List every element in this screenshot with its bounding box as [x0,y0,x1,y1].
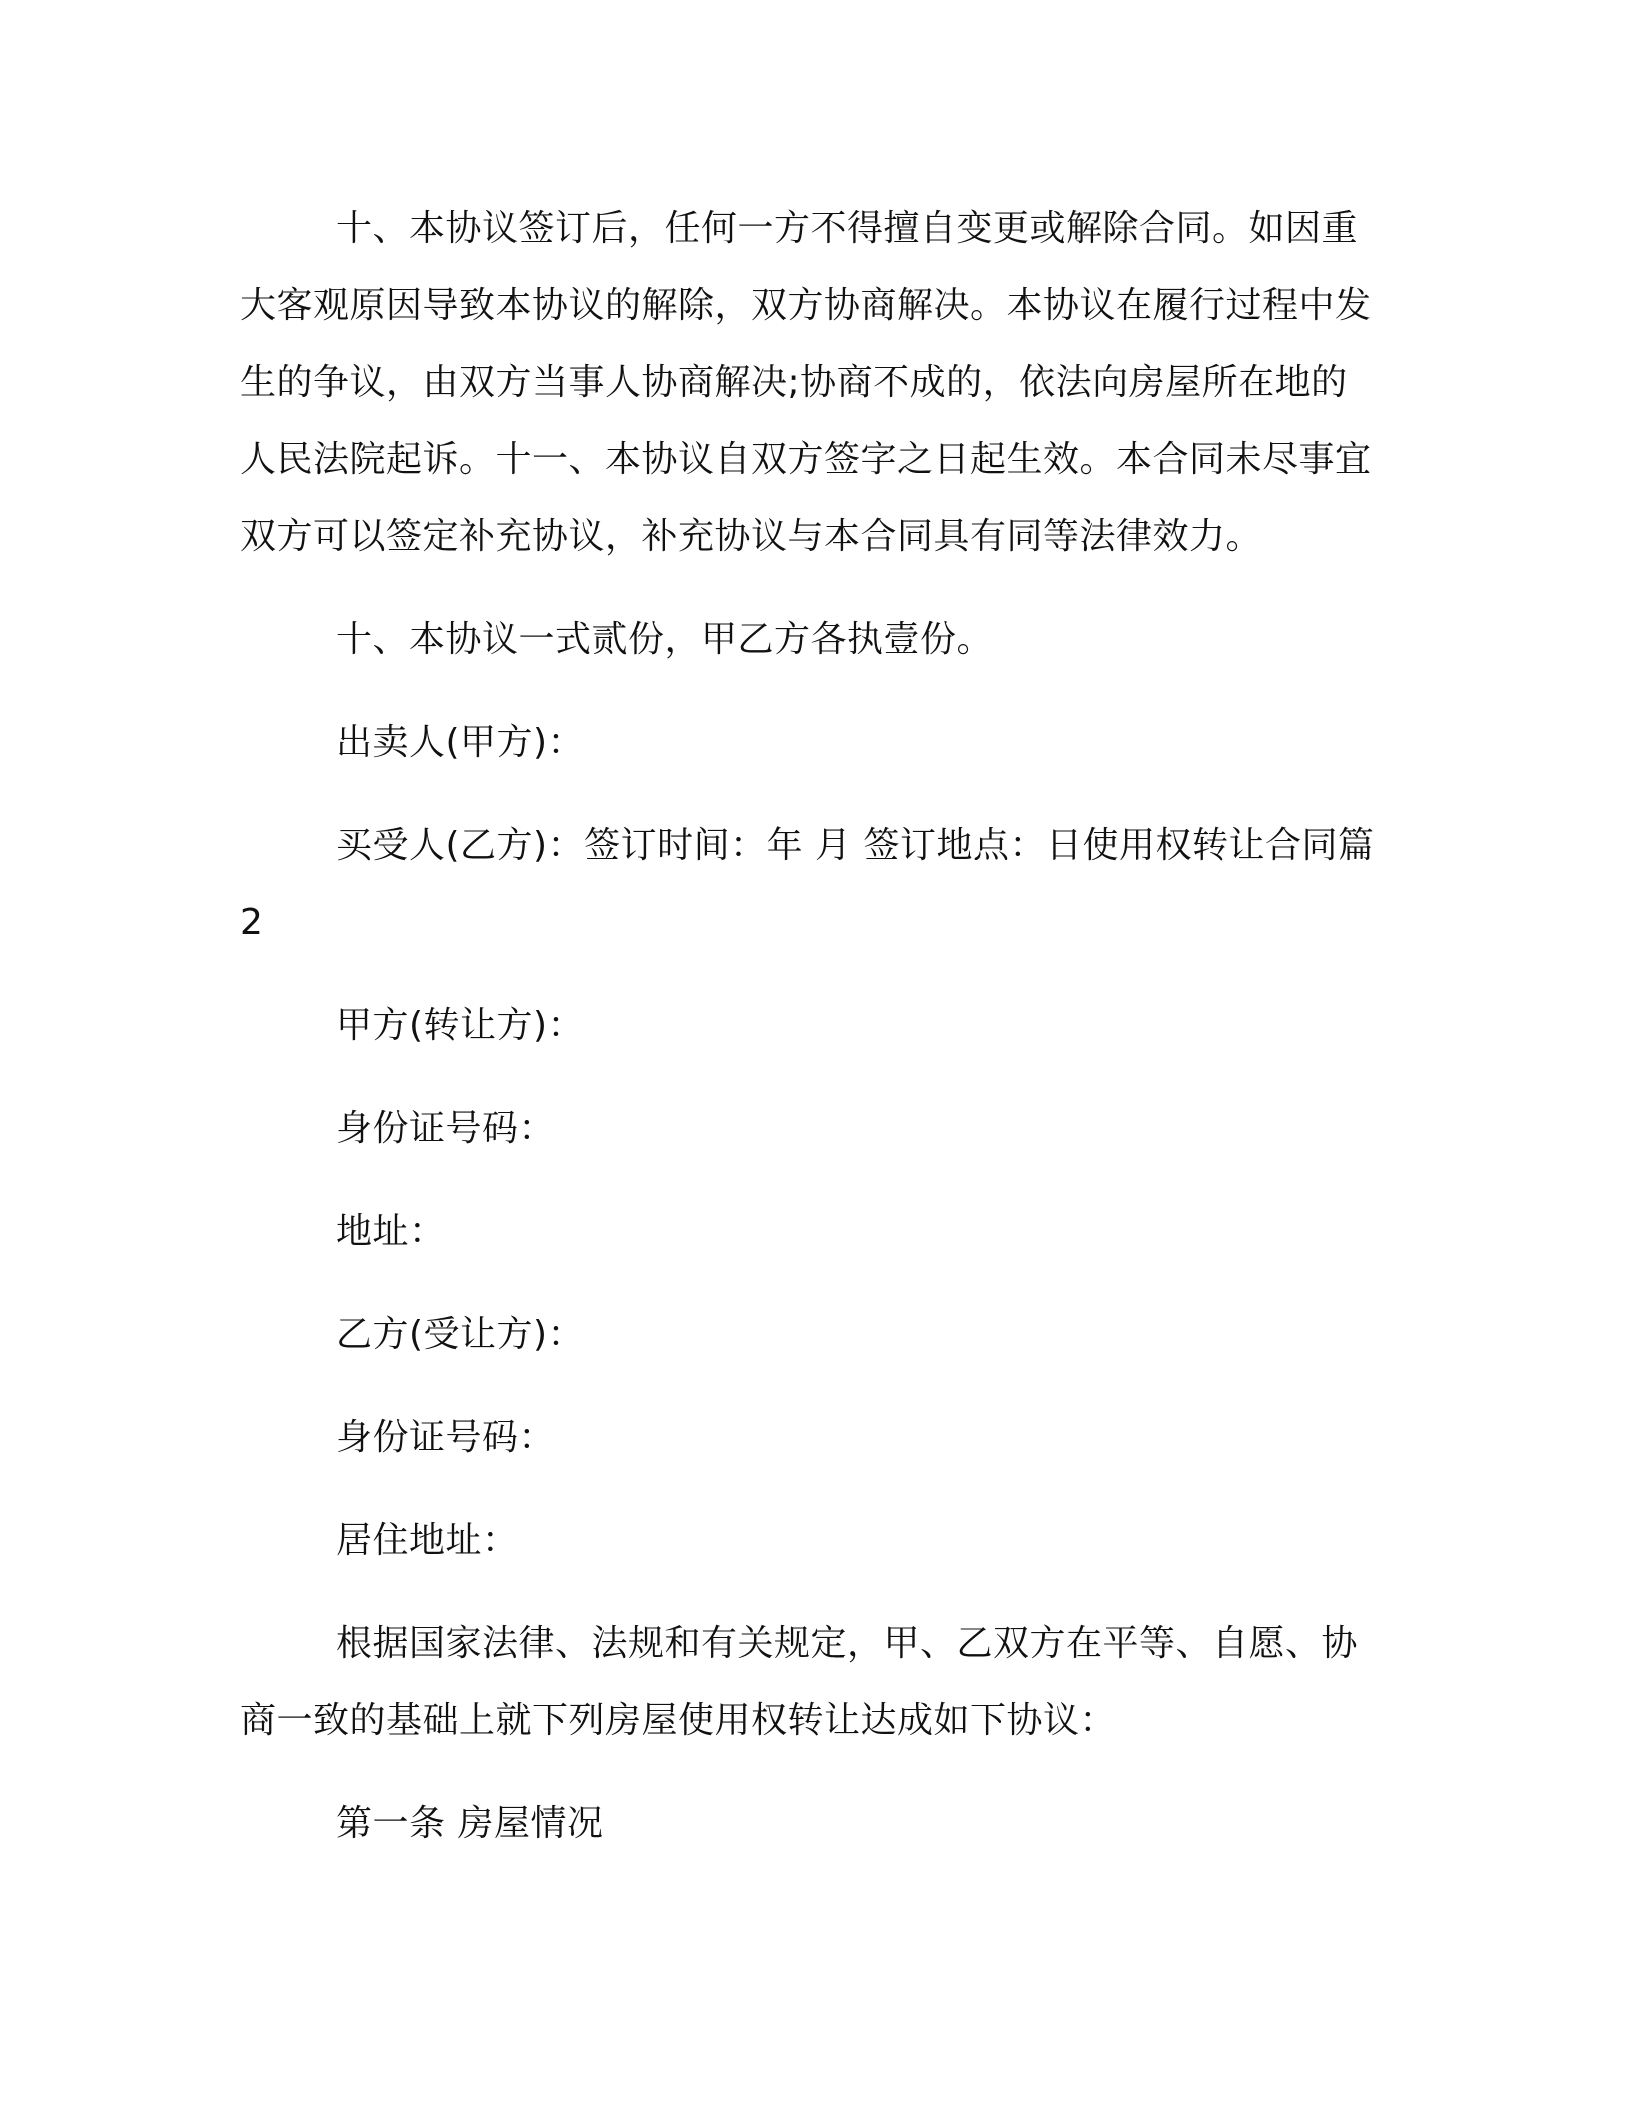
seller-party-a-label: 出卖人(甲方)： [336,722,585,763]
party-b-id-number-label: 身份证号码： [336,1417,556,1458]
party-a-id-number-label: 身份证号码： [336,1108,556,1149]
party-a-transferor-label: 甲方(转让方)： [336,1005,585,1046]
party-a-address-label: 地址： [336,1211,446,1252]
clause-ten-dispute-paragraph: 十、本协议签订后，任何一方不得擅自变更或解除合同。如因重大客观原因导致本协议的解除，双方协商解决。本协议在履行过程中发生的争议，由双方当事人协商解决;协商不成的，依法向房屋所在地的人民法院起诉。十一、本协议自双方签字之日起生效。本合同未尽事宜双方可以签定补充协议，补充协议与本合同具有同等法律效力。 [240,208,1372,557]
agreement-preamble-paragraph: 根据国家法律、法规和有关规定，甲、乙双方在平等、自愿、协商一致的基础上就下列房屋使用权转让达成如下协议： [240,1623,1359,1741]
party-b-transferee-label: 乙方(受让方)： [336,1314,585,1355]
clause-ten-copies-paragraph: 十、本协议一式贰份，甲乙方各执壹份。 [336,619,994,660]
buyer-party-b-signing-line: 买受人(乙方)：签订时间：年 月 签订地点：日使用权转让合同篇 2 [240,825,1387,943]
article-one-heading: 第一条 房屋情况 [336,1803,604,1844]
party-b-residence-label: 居住地址： [336,1520,519,1561]
document-page [240,190,1387,1888]
